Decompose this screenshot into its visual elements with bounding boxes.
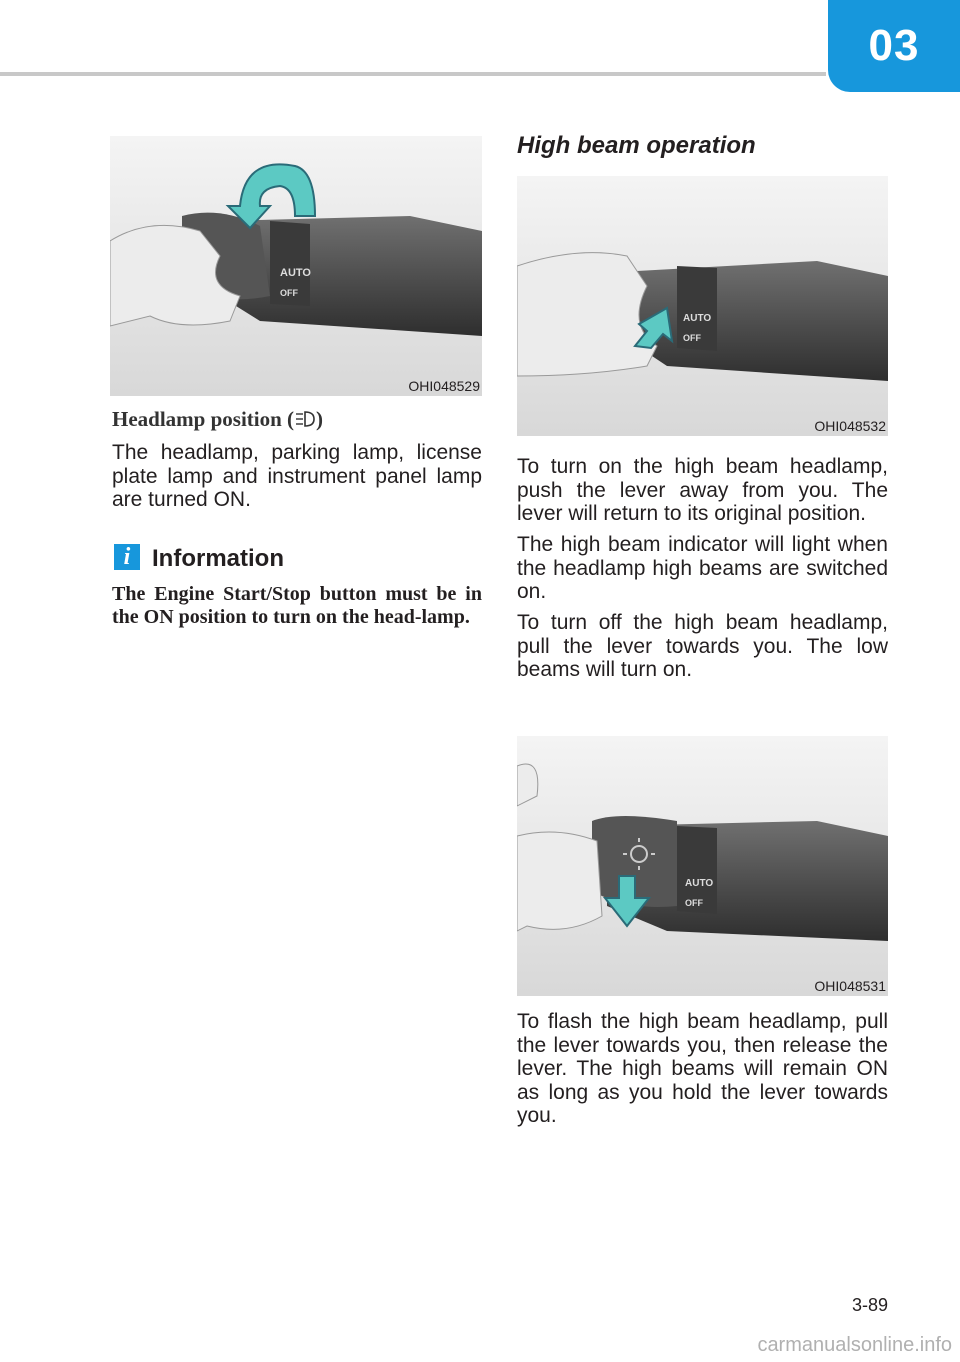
headlamp-position-heading: Headlamp position ( ): [112, 407, 324, 431]
lever-auto-label: AUTO: [280, 267, 311, 279]
figure-code: OHI048531: [814, 978, 886, 994]
info-title: Information: [152, 545, 284, 572]
chapter-tab: 03: [828, 0, 960, 92]
figure-headlamp-switch: [110, 136, 482, 396]
headlamp-icon: [294, 409, 316, 429]
watermark: carmanualsonline.info: [757, 1334, 952, 1356]
high-beam-paragraph-1: To turn on the high beam headlamp, push the lever away from you. The lever will return to its original position.: [517, 455, 888, 525]
info-text: The Engine Start/Stop button must be in the ON position to turn on the head-lamp.: [112, 583, 482, 628]
lever-illustration: [110, 136, 482, 396]
figure-high-beam-push: [517, 176, 888, 436]
lever-push-illustration: [517, 176, 888, 436]
page-number: 3-89: [851, 1295, 888, 1315]
figure-code: OHI048532: [814, 418, 886, 434]
info-icon: i: [114, 544, 140, 570]
lever-off-label: OFF: [685, 898, 703, 908]
lever-flash-illustration: [517, 736, 888, 996]
lever-auto-label: AUTO: [685, 878, 714, 889]
headlamp-position-text: The headlamp, parking lamp, license plate lamp and instrument panel lamp are turned ON.: [112, 441, 482, 511]
high-beam-title: High beam operation: [517, 132, 756, 159]
flash-paragraph: To flash the high beam headlamp, pull the lever towards you, then release the lever. The high beams will remain ON as long as you hold the lever towards you.: [517, 1010, 888, 1127]
figure-high-beam-flash: [517, 736, 888, 996]
lever-off-label: OFF: [683, 333, 701, 343]
lever-auto-label: AUTO: [683, 313, 712, 324]
high-beam-paragraph-2: The high beam indicator will light when the headlamp high beams are switched on.: [517, 533, 888, 603]
header-rule: [0, 72, 826, 76]
high-beam-paragraph-3: To turn off the high beam headlamp, pull the lever towards you. The low beams will turn on.: [517, 611, 888, 681]
figure-code: OHI048529: [408, 378, 480, 394]
lever-off-label: OFF: [280, 288, 298, 298]
